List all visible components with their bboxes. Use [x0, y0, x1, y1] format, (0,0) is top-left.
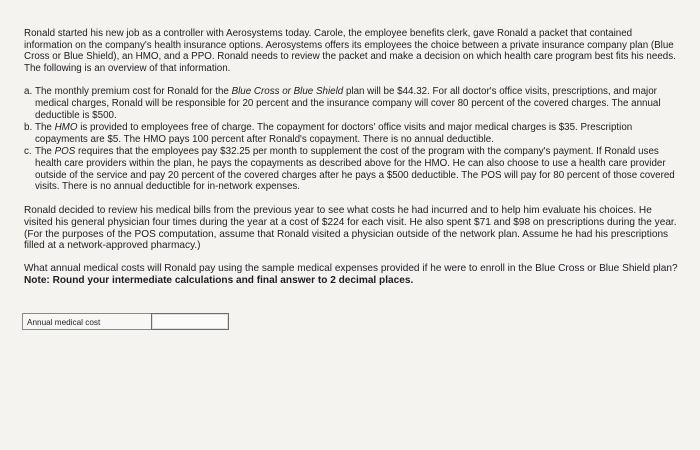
option-marker: c. — [24, 146, 32, 158]
option-marker: a. — [24, 86, 33, 98]
plan-option-pos: c. The POS requires that the employees pay $32.25 per month to supplement the cost of the program with the company's payment. If Ronald uses health care providers within the plan, he pays the copayments as described above for the HMO. He can also choose to use a health care provider outside of the service and pay 20 percent of the covered charges after he pays a $500 deductible. The POS will pay for 80 percent of those covered visits. There is no annual deductible for in-network expenses. — [24, 146, 675, 193]
answer-row — [22, 313, 678, 330]
question-text: What annual medical costs will Ronald pay using the sample medical expenses provided if he were to enroll in the Blue Cross or Blue Shield plan? — [24, 263, 678, 275]
intro-paragraph: Ronald started his new job as a controller with Aerosystems today. Carole, the employee benefits clerk, gave Ronald a packet that contained information on the company's health insurance options. Aerosystems offers its employees the choice between a private insurance company plan (Blue Cross or Blue Shield), an HMO, and a PPO. Ronald needs to review the packet and make a decision on which health care program best fits his needs. The following is an overview of that information. — [24, 28, 676, 74]
option-marker: b. — [24, 122, 33, 134]
rounding-note: Note: Round your intermediate calculations and final answer to 2 decimal places. — [24, 275, 414, 287]
plan-option-hmo: b. The HMO is provided to employees free of charge. The copayment for doctors' office visits and major medical charges is $35. Prescription copayments are $5. The HMO pays 100 percent after Ronald's copayment. There is no annual deductible. — [24, 122, 633, 145]
annual-medical-cost-label: Annual medical cost — [22, 313, 151, 330]
plan-option-blue-cross: a. The monthly premium cost for Ronald for the Blue Cross or Blue Shield plan will be $44.32. For all doctor's office visits, prescriptions, and major medical charges, Ronald will be responsible for 20 percent and the insurance company will cover 80 percent of the covered charges. The annual deductible is $500. — [24, 86, 661, 121]
review-paragraph: Ronald decided to review his medical bills from the previous year to see what costs he had incurred and to help him evaluate his choices. He visited his general physician four times during the year at a cost of $224 for each visit. He also spent $71 and $98 on prescriptions during the year. (For the purposes of the POS computation, assume that Ronald visited a physician outside of the network plan. Assume he had his prescriptions filled at a network-approved pharmacy.) — [24, 204, 677, 252]
annual-medical-cost-input[interactable] — [151, 313, 229, 330]
plan-name: POS — [54, 146, 76, 158]
plan-name: HMO — [54, 122, 78, 134]
plan-options-list — [24, 86, 678, 192]
plan-name: Blue Cross or Blue Shield — [231, 86, 344, 98]
